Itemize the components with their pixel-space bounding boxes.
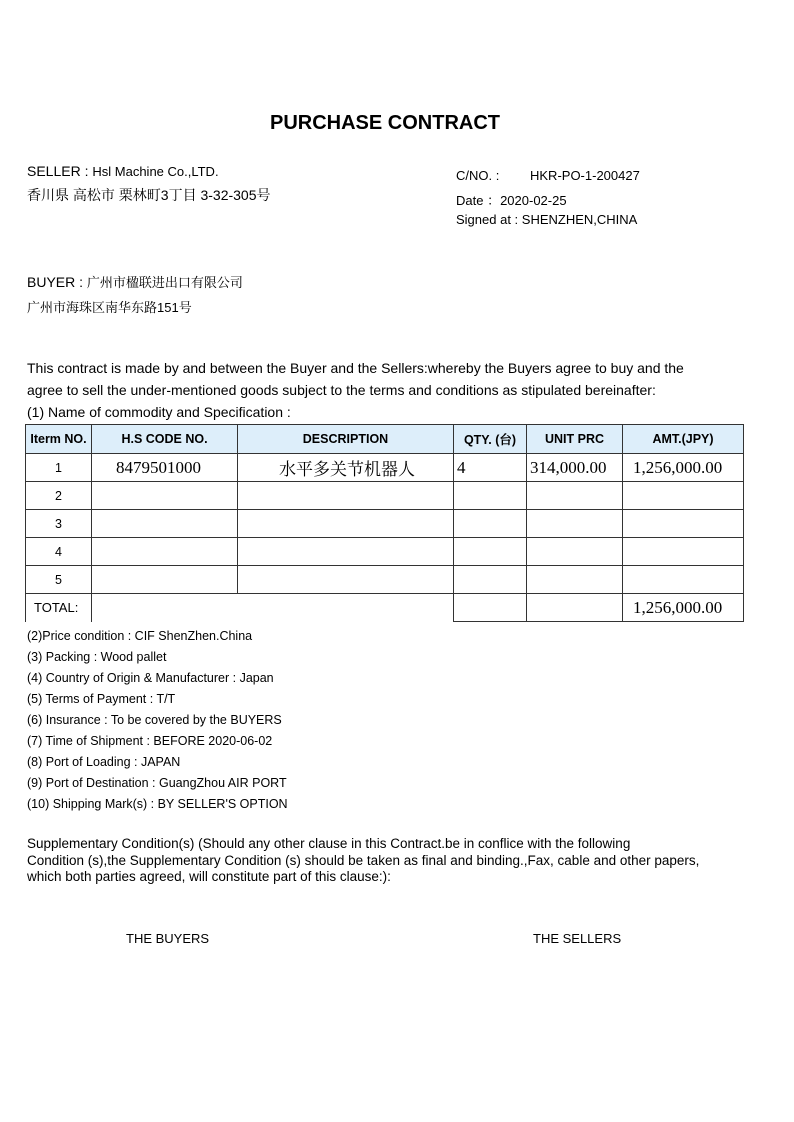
seller-address: 香川県 高松市 栗林町3丁目 3-32-305号 [27, 187, 271, 203]
cell-unit-price [527, 566, 623, 594]
cell-qty [454, 482, 527, 510]
supplementary-line-1: Supplementary Condition(s) (Should any other clause in this Contract.be in conflice with the following [27, 836, 631, 851]
total-unit [527, 594, 623, 622]
signature-buyers: THE BUYERS [126, 931, 210, 946]
cell-amount [623, 538, 744, 566]
buyer-address: 广州市海珠区南华东路151号 [27, 300, 192, 315]
buyer-name: 广州市楹联进出口有限公司 [86, 275, 243, 290]
total-label: TOTAL: [26, 594, 92, 622]
cell-amount [623, 566, 744, 594]
supplementary-conditions [27, 836, 767, 886]
total-empty [92, 594, 454, 622]
cell-unit-price [527, 482, 623, 510]
cell-amount [623, 482, 744, 510]
header-item-no: Iterm NO. [26, 425, 92, 454]
cno-value: HKR-PO-1-200427 [530, 168, 640, 183]
seller-label: SELLER : [27, 163, 93, 179]
term-price: (2)Price condition : CIF ShenZhen.China [27, 629, 253, 643]
term-origin: (4) Country of Origin & Manufacturer : Japan [27, 671, 274, 685]
page-title: PURCHASE CONTRACT [270, 112, 500, 134]
cell-qty [454, 538, 527, 566]
cell-description [238, 482, 454, 510]
cell-unit-price: 314,000.00 [527, 454, 623, 482]
table-row [26, 538, 744, 566]
date-label: Date ： [456, 193, 501, 208]
header-unit-price: UNIT PRC [527, 425, 623, 454]
cell-hs-code [92, 510, 238, 538]
seller-line [27, 163, 219, 179]
cell-description [238, 538, 454, 566]
term-packing: (3) Packing : Wood pallet [27, 650, 167, 664]
buyer-label: BUYER : [27, 274, 87, 290]
commodity-table [25, 424, 744, 622]
seller-name: Hsl Machine Co.,LTD. [92, 164, 219, 179]
term-port-loading: (8) Port of Loading : JAPAN [27, 755, 181, 769]
cell-qty [454, 566, 527, 594]
intro-line-1: This contract is made by and between the Buyer and the Sellers:whereby the Buyers agree to buy and the [27, 360, 684, 376]
buyer-line [27, 272, 243, 291]
term-insurance: (6) Insurance : To be covered by the BUYERS [27, 713, 282, 727]
cell-amount: 1,256,000.00 [623, 454, 744, 482]
date-line [456, 190, 567, 209]
table-row [26, 454, 744, 482]
total-qty [454, 594, 527, 622]
signed-label: Signed at : [456, 212, 519, 227]
cell-description [238, 510, 454, 538]
cell-hs-code: 8479501000 [92, 454, 238, 482]
signature-sellers: THE SELLERS [533, 931, 622, 946]
header-qty: QTY. (台) [454, 425, 527, 454]
cell-qty: 4 [454, 454, 527, 482]
intro-line-2: agree to sell the under-mentioned goods subject to the terms and conditions as stipulated bereinafter: [27, 382, 656, 398]
total-amount: 1,256,000.00 [623, 594, 744, 622]
cell-hs-code [92, 482, 238, 510]
header-amount: AMT.(JPY) [623, 425, 744, 454]
term-shipping-mark: (10) Shipping Mark(s) : BY SELLER'S OPTION [27, 797, 288, 811]
term-payment: (5) Terms of Payment : T/T [27, 692, 176, 706]
cell-hs-code [92, 538, 238, 566]
intro-line-3: (1) Name of commodity and Specification : [27, 404, 291, 420]
table-header-row [26, 425, 744, 454]
cno-label: C/NO. : [456, 168, 500, 183]
cell-item-no: 2 [26, 482, 92, 510]
table-row [26, 510, 744, 538]
cell-description [238, 566, 454, 594]
term-shipment-time: (7) Time of Shipment : BEFORE 2020-06-02 [27, 734, 273, 748]
supplementary-line-2: Condition (s),the Supplementary Condition (s) should be taken as final and binding.,Fax, cable and other papers, [27, 852, 700, 868]
header-description: DESCRIPTION [238, 425, 454, 454]
cell-hs-code [92, 566, 238, 594]
header-hs-code: H.S CODE NO. [92, 425, 238, 454]
table-total-row [26, 594, 744, 622]
cell-item-no: 4 [26, 538, 92, 566]
signed-line [456, 212, 637, 227]
cell-item-no: 5 [26, 566, 92, 594]
date-value: 2020-02-25 [500, 193, 567, 208]
cell-item-no: 1 [26, 454, 92, 482]
terms-list [27, 626, 288, 815]
cell-unit-price [527, 538, 623, 566]
supplementary-line-3: which both parties agreed, will constitute part of this clause:): [27, 869, 391, 884]
cell-description: 水平多关节机器人 [238, 454, 454, 482]
table-row [26, 482, 744, 510]
table-row [26, 566, 744, 594]
cell-amount [623, 510, 744, 538]
cell-item-no: 3 [26, 510, 92, 538]
cell-qty [454, 510, 527, 538]
signed-value: SHENZHEN,CHINA [521, 212, 638, 227]
term-port-destination: (9) Port of Destination : GuangZhou AIR PORT [27, 776, 287, 790]
cell-unit-price [527, 510, 623, 538]
